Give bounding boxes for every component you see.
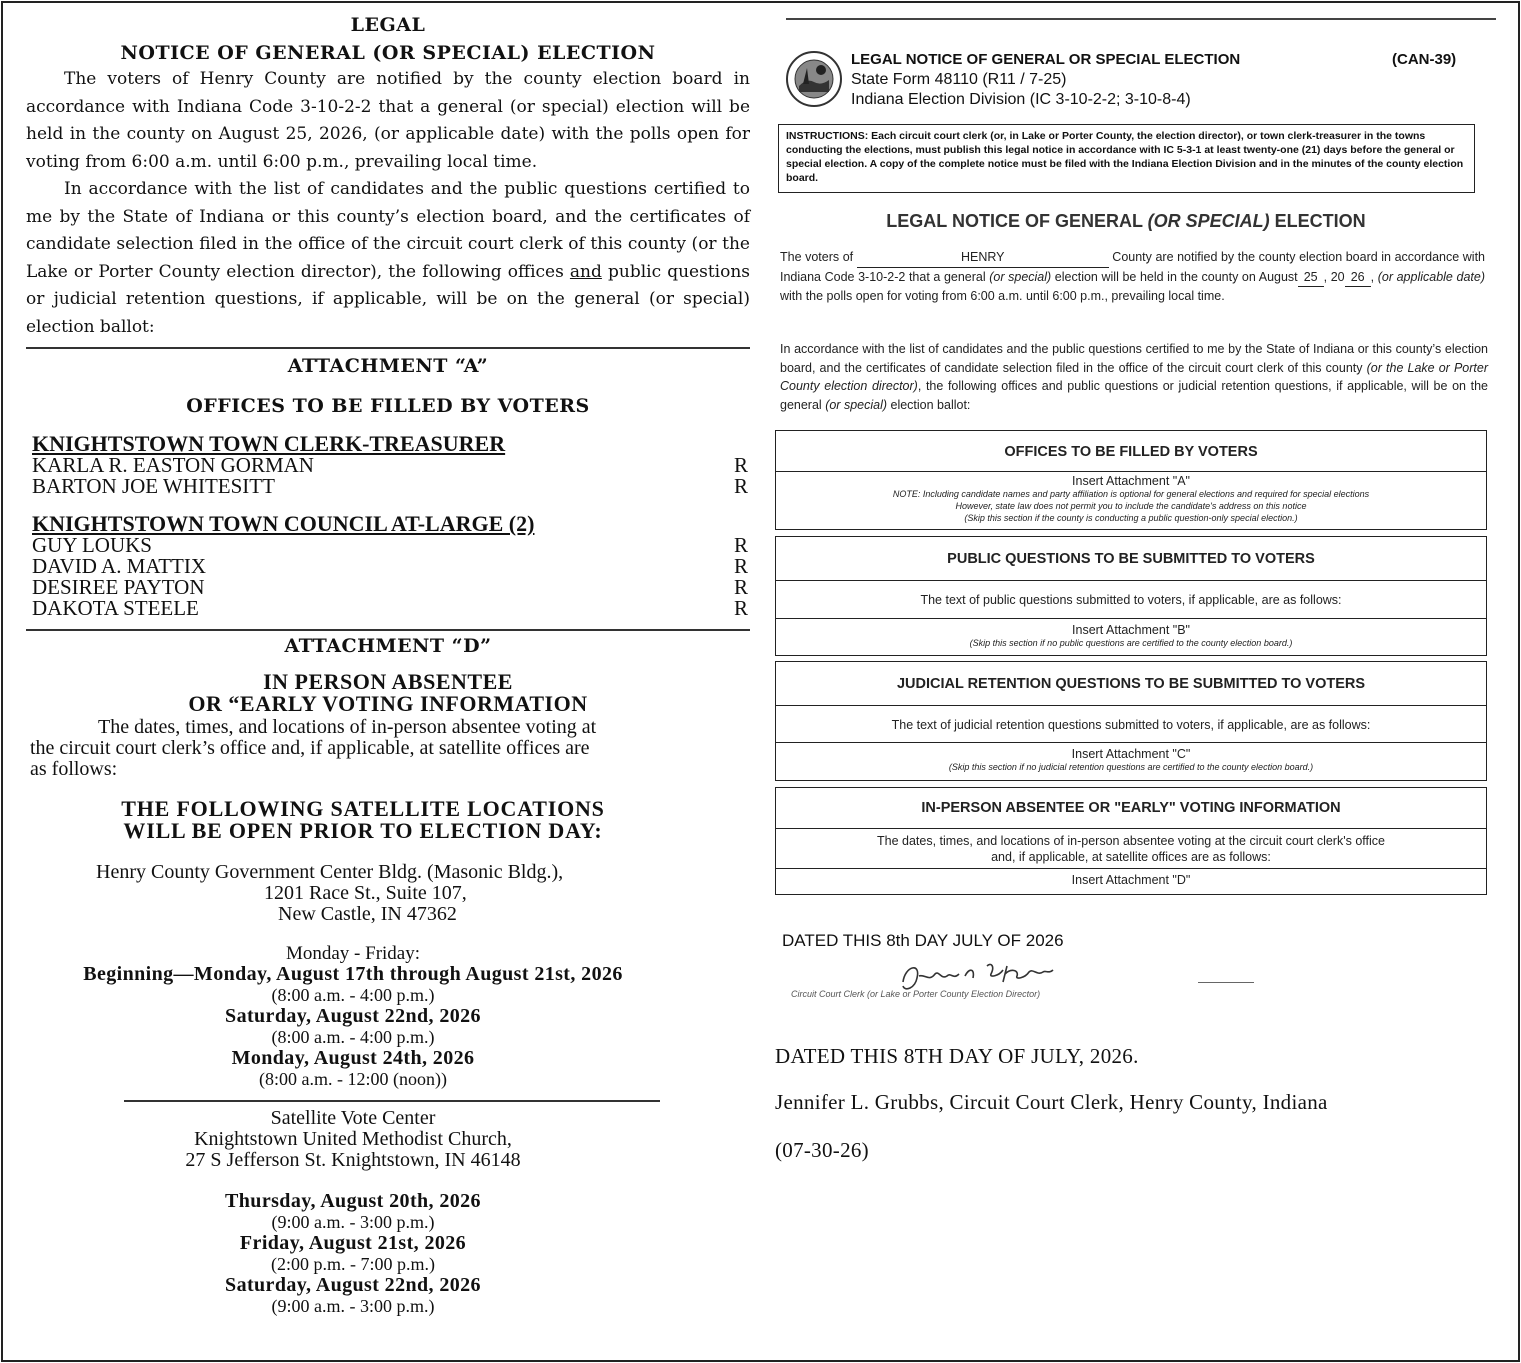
form-code: (CAN-39) — [1392, 51, 1457, 68]
public-questions-text: The text of public questions submitted to voters, if applicable, are as follows: — [776, 581, 1486, 619]
offices-section-body: Insert Attachment "A" NOTE: Including candidate names and party affiliation is optional for general elections and required for special elections However, state law does not permit you to include the candidate's address on this notice (Skip this section if the county is conducting a public question-only special election.) — [892, 474, 1370, 523]
form-division: Indiana Election Division (IC 3-10-2-2; 3-10-8-4) — [851, 91, 1191, 108]
candidate-row: DAVID A. MATTIX R — [32, 554, 748, 578]
candidate-row: KARLA R. EASTON GORMAN R — [32, 453, 748, 477]
in-person-absentee-insert: Insert Attachment "D" — [1071, 873, 1191, 887]
public-questions-header: PUBLIC QUESTIONS TO BE SUBMITTED TO VOTERS — [776, 537, 1486, 581]
indiana-state-seal-icon — [785, 50, 843, 108]
judicial-retention-box — [775, 661, 1487, 781]
form-paragraph-1: The voters of HENRY County are notified by the county election board in accordance with Indiana Code 3-10-2-2 that a general (or special) election will be held in the county on August 25 , 20 26 , (or applicable date) with the polls open for voting from 6:00 a.m. until 6:00 p.m., prevailing local time. — [780, 250, 1485, 303]
county-field: HENRY — [857, 248, 1109, 268]
office-title: KNIGHTSTOWN TOWN COUNCIL AT-LARGE (2) — [32, 511, 535, 536]
office-town-council — [26, 513, 750, 619]
divider — [26, 347, 750, 349]
notice-title: NOTICE OF GENERAL (OR SPECIAL) ELECTION — [120, 42, 656, 64]
location-2-address: Satellite Vote Center Knightstown United Methodist Church, 27 S Jefferson St. Knightstown, IN 46148 — [185, 1107, 521, 1171]
offices-heading: OFFICES TO BE FILLED BY VOTERS — [186, 395, 590, 417]
attachment-a-heading: ATTACHMENT “A” — [287, 355, 489, 377]
office-list — [26, 433, 750, 619]
day-field: 25 — [1298, 268, 1324, 288]
signature-caption: Circuit Court Clerk (or Lake or Porter County Election Director) — [791, 989, 1041, 999]
schedule-2: Thursday, August 20th, 2026 (9:00 a.m. - 3:00 p.m.) Friday, August 21st, 2026 (2:00 p.m. - 7:00 p.m.) Saturday, August 22nd, 2026 (9:00 a.m. - 3:00 p.m.) — [225, 1190, 481, 1316]
notice-paragraph-2: In accordance with the list of candidates and the public questions certified to me by the State of Indiana or this county’s election board, and the certificates of candidate selection filed in the office of the circuit court clerk of this county (or the Lake or Porter County election director), the following offices and public questions or judicial retention questions, if applicable, will be on the general (or special) election ballot: — [26, 179, 750, 337]
schedule-1: Monday - Friday: Beginning—Monday, August 17th through August 21st, 2026 (8:00 a.m. - 4:00 p.m.) Saturday, August 22nd, 2026 (8:00 a.m. - 4:00 p.m.) Monday, August 24th, 2026 (8:00 a.m. - 12:00 (noon)) — [83, 943, 623, 1089]
publication-date: (07-30-26) — [775, 1138, 869, 1162]
form-title: LEGAL NOTICE OF GENERAL OR SPECIAL ELECTION — [851, 51, 1241, 68]
instructions-box: INSTRUCTIONS: Each circuit court clerk (or, in Lake or Porter County, the election director), or town clerk-treasurer in the towns conducting the elections, must publish this legal notice in accordance with IC 5-3-1 at least twenty-one (21) days before the general or special election. A copy of the complete notice must be filed with the Indiana Election Division and in the minutes of the county election board. — [778, 124, 1475, 193]
signature-rule — [1198, 982, 1254, 983]
notice-paragraph-1: The voters of Henry County are notified by the county election board in accordance with Indiana Code 3-10-2-2 that a general (or special) election will be held in the county on August 25, 2026, (or applicable date) with the polls open for voting from 6:00 a.m. until 6:00 p.m., prevailing local time. — [26, 69, 750, 172]
newspaper-notice — [26, 14, 750, 1317]
office-clerk-treasurer — [26, 433, 750, 497]
clerk-signature-line: Jennifer L. Grubbs, Circuit Court Clerk, Henry County, Indiana — [775, 1090, 1328, 1114]
form-paragraph-2: In accordance with the list of candidates and the public questions certified to me by the State of Indiana or this county’s election board, and the certificates of candidate selection filed in the office of the circuit court clerk of this county (or the Lake or Porter County election director), the following offices and public questions or judicial retention questions, if applicable, will be on the general (or special) election ballot: — [780, 342, 1489, 412]
candidate-row: BARTON JOE WHITESITT R — [32, 474, 748, 498]
in-person-absentee-text: The dates, times, and locations of in-person absentee voting at the circuit court clerk's office and, if applicable, at satellite offices are as follows: — [776, 829, 1486, 869]
in-person-description: The dates, times, and locations of in-person absentee voting at the circuit court clerk’s office and, if applicable, at satellite offices are as follows: — [30, 716, 597, 780]
divider — [124, 1100, 660, 1102]
form-top-rule — [786, 18, 1496, 20]
public-questions-insert: Insert Attachment "B" (Skip this section if no public questions are certified to the county election board.) — [969, 623, 1293, 648]
in-person-title: IN PERSON ABSENTEE OR “EARLY VOTING INFORMATION — [188, 669, 588, 716]
candidate-row: GUY LOUKS R — [32, 533, 748, 557]
form-dated-line: DATED THIS 8th DAY JULY OF 2026 — [782, 931, 1064, 950]
location-1-address: Henry County Government Center Bldg. (Masonic Bldg.), 1201 Race St., Suite 107, New Castle, IN 47362 — [96, 861, 564, 925]
attachment-d-heading: ATTACHMENT “D” — [284, 635, 492, 657]
public-questions-box — [775, 536, 1487, 656]
office-title: KNIGHTSTOWN TOWN CLERK-TREASURER — [32, 431, 506, 456]
dated-notice: DATED THIS 8TH DAY OF JULY, 2026. — [775, 1044, 1139, 1068]
satellite-heading: THE FOLLOWING SATELLITE LOCATIONS WILL BE OPEN PRIOR TO ELECTION DAY: — [121, 796, 605, 843]
form-number: State Form 48110 (R11 / 7-25) — [851, 71, 1067, 88]
candidate-row: DESIREE PAYTON R — [32, 575, 748, 599]
in-person-absentee-box — [775, 787, 1487, 895]
candidate-row: DAKOTA STEELE R — [32, 596, 748, 620]
judicial-retention-text: The text of judicial retention questions submitted to voters, if applicable, are as follows: — [776, 706, 1486, 743]
offices-section-header: OFFICES TO BE FILLED BY VOTERS — [776, 431, 1486, 472]
year-field: 26 — [1345, 268, 1371, 288]
judicial-retention-header: JUDICIAL RETENTION QUESTIONS TO BE SUBMITTED TO VOTERS — [776, 662, 1486, 706]
in-person-absentee-header: IN-PERSON ABSENTEE OR "EARLY" VOTING INFORMATION — [776, 788, 1486, 829]
form-notice-title: LEGAL NOTICE OF GENERAL (OR SPECIAL) ELECTION — [886, 211, 1366, 231]
divider — [26, 629, 750, 631]
notice-heading: LEGAL — [350, 14, 426, 36]
judicial-retention-insert: Insert Attachment "C" (Skip this section if no judicial retention questions are certified to the county election board.) — [948, 747, 1314, 772]
offices-section-box — [775, 430, 1487, 530]
